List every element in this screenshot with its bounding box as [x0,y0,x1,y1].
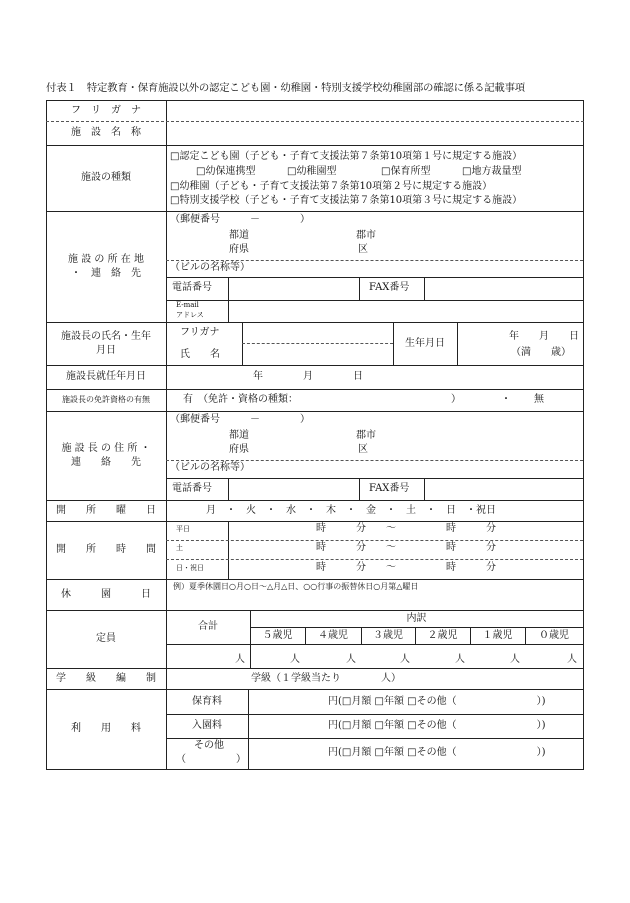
capacity-label: 定員 [96,633,116,645]
facility-building-name[interactable]: （ビルの名称等） [170,262,250,273]
capacity-age3-label: ３歳児 [373,629,403,641]
fee-other-name-field[interactable]: （ ） [176,754,246,765]
director-birth-label: 生年月日 [405,337,445,349]
furigana-field[interactable] [168,102,582,120]
fees-label: 利 用 料 [71,723,141,735]
capacity-age1-unit[interactable]: 人 [510,654,520,665]
license-label: 施設長の免許資格の有無 [62,394,150,404]
director-name-field[interactable] [244,346,391,364]
capacity-age1-label: １歳児 [482,629,513,641]
director-fax-field[interactable] [426,481,581,499]
furigana-label: フ リ ガ ナ [71,104,141,116]
facility-type-label: 施設の種類 [81,172,131,184]
director-age-value[interactable]: （満 歳） [511,347,571,358]
hours-holiday-value[interactable]: 時 分 ～ 時 分 [316,562,496,573]
open-days-options[interactable]: 月 ・ 火 ・ 水 ・ 木 ・ 金 ・ 土 ・ 日 ・祝日 [206,505,496,516]
facility-phone-field[interactable] [229,280,357,298]
type-option-yochien[interactable]: □幼稚園（子ども・子育て支援法第７条第10項第２号に規定する施設） [170,181,493,192]
type-option-yochien-gata[interactable]: □幼稚園型 [287,166,337,177]
type-option-hoikusho-gata[interactable]: □保育所型 [381,166,431,177]
director-phone-field[interactable] [229,481,357,499]
director-phone-label: 電話番号 [172,483,212,494]
capacity-age5-label: ５歳児 [262,629,293,641]
director-name-label: 氏 名 [180,349,220,360]
capacity-total-label: 合計 [198,621,218,633]
fee-other-value[interactable]: 円(□月額 □年額 □その他（ ）) [328,747,546,758]
license-no-option[interactable]: 無 [534,394,544,405]
type-option-tokubetsu[interactable]: □特別支援学校（子ども・子育て支援法第７条第10項第３号に規定する施設） [170,195,523,206]
director-furigana-field[interactable] [244,324,391,342]
table-border-bottom [46,769,584,770]
facility-postal-code[interactable]: （郵便番号 － ） [170,214,310,225]
facility-phone-label: 電話番号 [172,282,212,293]
registration-form-table: フ リ ガ ナ 施 設 名 称 施設の種類 □認定こども園（子ども・子育て支援法第７条第10項第１号に規定する施設） □幼保連携型 □幼稚園型 □保育所型 □地方裁量型 □幼稚園（子ども・子育て支援法第７条第10項第２号に規定する施設） □特別支援学校（子ども・子育て支援法第７条第10項第３号に規定する施設） 施 設 の 所 在 地 ・ 連 絡 先 （郵便番号 － ） 都道 府県 郡市 区 （ビルの名称等） 電話番号 FAX番号 E-mail アドレス 施設長の氏名・生年 月日 フリガナ 氏 名 生年月日 年 月 日 （満 歳） 施設長就任年月日 年 月 日 施設長の免許資格の有無 有 （免許・資格の種類： ） ・ 無 施 設 長 の 住 所 ・ 連 絡 先 （郵便番号 － ） 都道 府県 郡市 区 （ビルの名称等） 電話番号 FAX番号 開 所 曜 日 月 ・ 火 ・ 水 ・ 木 ・ 金 ・ 土 ・ 日 ・祝日 開 所 時 間 平日 土 日・祝日 時 分 ～ 時 分 時 分 ～ 時 分 時 分 ～ 時 分 休 園 日 例）夏季休園日○月○日～△月△日、○○行事の振替休日○月第△曜日 定員 合計 内訳 ５歳児 ４歳児 ３歳児 ２歳児 １歳児 ０歳児 人 人 人 人 人 人 人 学 級 編 制 学級（１学級当たり 人） 利 用 料 保育料 入園料 その他 （ ） 円(□月額 □年額 □その他（ ）) 円(□月額 □年額 □その他（ ）) 円(□月額 □年額 □その他（ ）) [46,100,584,769]
facility-fax-field[interactable] [426,280,581,298]
fee-admission-label: 入園料 [192,720,222,732]
fee-childcare-value[interactable]: 円(□月額 □年額 □その他（ ）) [328,696,546,707]
class-organization-label: 学 級 編 制 [56,672,156,684]
facility-email-field[interactable] [230,303,581,321]
capacity-age4-unit[interactable]: 人 [346,654,356,665]
class-organization-value[interactable]: 学級（１学級当たり 人） [251,673,401,684]
hours-saturday-value[interactable]: 時 分 ～ 時 分 [316,542,496,553]
facility-address-label: 施 設 の 所 在 地 ・ 連 絡 先 [68,254,144,279]
license-yes-option[interactable]: 有 （免許・資格の種類： [183,394,298,405]
type-option-chihosairyo[interactable]: □地方裁量型 [462,166,522,177]
capacity-age4-label: ４歳児 [318,629,348,641]
hours-holiday-label: 日・祝日 [176,564,204,572]
appointment-date-label: 施設長就任年月日 [66,371,146,383]
facility-fax-label: FAX番号 [369,282,410,293]
capacity-age0-label: ０歳児 [539,629,569,641]
open-hours-label: 開 所 時 間 [56,544,156,556]
capacity-age5-unit[interactable]: 人 [290,654,300,665]
hours-saturday-label: 土 [176,544,183,552]
director-birth-value[interactable]: 年 月 日 [509,331,579,342]
holidays-example[interactable]: 例）夏季休園日○月○日～△月△日、○○行事の振替休日○月第△曜日 [173,582,419,591]
facility-name-label: 施 設 名 称 [71,127,141,139]
director-furigana-label: フリガナ [180,327,220,338]
holidays-label: 休 園 日 [61,588,151,600]
capacity-age2-unit[interactable]: 人 [455,654,465,665]
facility-email-label: E-mail アドレス [176,301,204,319]
open-days-label: 開 所 曜 日 [56,504,156,516]
form-caption: 付表１ 特定教育・保育施設以外の認定こども園・幼稚園・特別支援学校幼稚園部の確認に係る記載事項 [46,82,525,94]
fee-admission-value[interactable]: 円(□月額 □年額 □その他（ ）) [328,720,546,731]
director-postal-code[interactable]: （郵便番号 － ） [170,414,310,425]
capacity-age2-label: ２歳児 [427,629,458,641]
hours-weekday-label: 平日 [176,525,190,533]
facility-name-field[interactable] [168,123,582,144]
capacity-age3-unit[interactable]: 人 [400,654,410,665]
director-address-label: 施 設 長 の 住 所 ・ 連 絡 先 [61,443,151,468]
fee-other-label: その他 [194,740,224,751]
capacity-breakdown-label: 内訳 [406,612,427,624]
type-option-yohorenkei[interactable]: □幼保連携型 [196,166,256,177]
capacity-total-unit[interactable]: 人 [235,654,245,665]
director-building-name[interactable]: （ビルの名称等） [170,462,250,473]
capacity-age0-unit[interactable]: 人 [567,654,577,665]
hours-weekday-value[interactable]: 時 分 ～ 時 分 [316,523,496,534]
fee-childcare-label: 保育料 [192,695,222,707]
appointment-date-value[interactable]: 年 月 日 [253,371,363,382]
director-name-birth-label: 施設長の氏名・生年 月日 [61,331,151,356]
type-option-nintei[interactable]: □認定こども園（子ども・子育て支援法第７条第10項第１号に規定する施設） [170,151,523,162]
director-fax-label: FAX番号 [369,483,410,494]
